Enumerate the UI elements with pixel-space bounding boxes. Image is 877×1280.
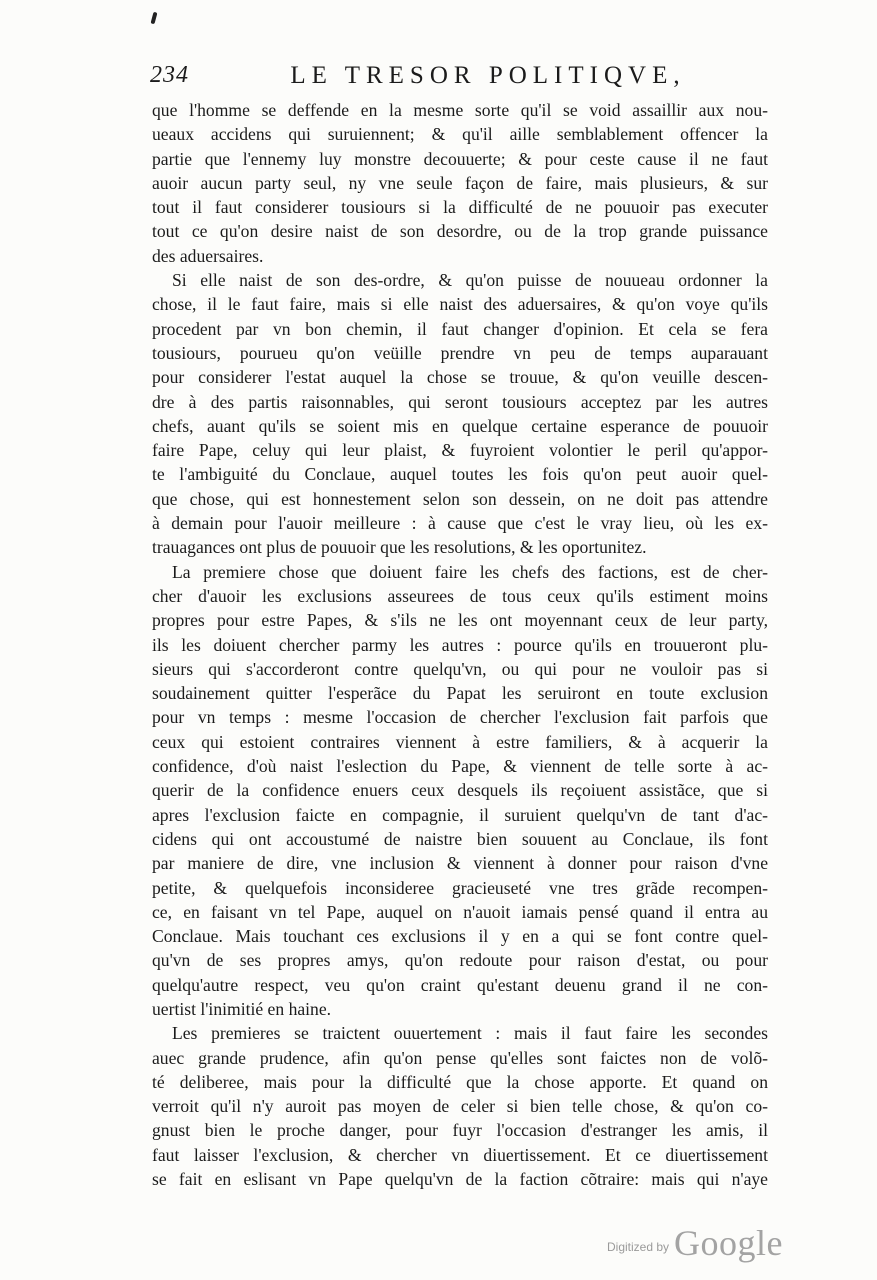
- text-line: que l'homme se deffende en la mesme sorte qu'il se void assaillir aux nou-: [152, 100, 768, 120]
- text-line: quelqu'autre respect, veu qu'on craint qu'estant deuenu grand il ne con-: [152, 974, 768, 995]
- text-line: sieurs qui s'accorderont contre quelqu'vn, ou qui pour ne vouloir pas si: [152, 658, 768, 679]
- text-line: tout ce qu'on desire naist de son desordre, ou de la trop grande puissance: [152, 221, 768, 242]
- text-line: ils les doiuent chercher parmy les autres : pource qu'ils en trouueront plu-: [152, 634, 768, 655]
- page-header: [150, 62, 766, 96]
- text-line: petite, & quelquefois inconsideree gracieuseté vne tres grãde recompen-: [152, 877, 768, 898]
- text-line: uertist l'inimitié en haine.: [152, 998, 332, 1019]
- text-line: des aduersaires.: [152, 245, 264, 266]
- text-line: confidence, d'où naist l'eslection du Pape, & viennent de telle sorte à ac-: [152, 756, 768, 777]
- text-line: dre à des partis raisonnables, qui seront tousiours acceptez par les autres: [152, 391, 768, 412]
- text-line: auec grande prudence, afin qu'on pense qu'elles sont faictes non de volõ-: [152, 1047, 768, 1068]
- text-line: chefs, auant qu'ils se soient mis en quelque certaine esperance de pouuoir: [152, 415, 768, 436]
- text-line: gnust bien le proche danger, pour fuyr l'occasion d'estranger les amis, il: [152, 1120, 768, 1141]
- running-title: LE TRESOR POLITIQVE,: [290, 62, 686, 89]
- text-line: Si elle naist de son des-ordre, & qu'on puisse de nouueau ordonner la: [172, 270, 768, 291]
- body-text: [152, 98, 768, 1191]
- text-line: partie que l'ennemy luy monstre decouuerte; & pour ceste cause il ne faut: [152, 148, 768, 169]
- text-line: te l'ambiguité du Conclaue, auquel toutes les fois qu'on peut auoir quel-: [152, 464, 768, 485]
- text-line: qu'vn de ses propres amys, qu'on redoute pour raison d'estat, ou pour: [152, 950, 768, 971]
- text-line: faut laisser l'exclusion, & chercher vn diuertissement. Et ce diuertissement: [152, 1144, 768, 1165]
- text-line: Les premieres se traictent ouuertement : mais il faut faire les secondes: [172, 1023, 768, 1044]
- text-line: à demain pour l'auoir meilleure : à cause que c'est le vray lieu, où les ex-: [152, 513, 768, 534]
- text-line: auoir aucun party seul, ny vne seule façon de faire, mais plusieurs, & sur: [152, 172, 768, 193]
- digitized-watermark: [607, 1223, 807, 1266]
- text-line: se fait en eslisant vn Pape quelqu'vn de la faction cõtraire: mais qui n'aye: [152, 1169, 768, 1190]
- text-line: ueaux accidens qui suruiennent; & qu'il aille semblablement offencer la: [152, 124, 768, 145]
- page-number: 234: [150, 62, 189, 88]
- text-line: chose, il le faut faire, mais si elle naist des aduersaires, & qu'on voye qu'ils: [152, 294, 768, 315]
- text-line: apres l'exclusion faicte en compagnie, il suruient quelqu'vn de tant d'ac-: [152, 804, 768, 825]
- digitized-by-label: Digitized by: [607, 1240, 670, 1254]
- text-line: faire Pape, celuy qui leur plaist, & fuyroient volontier le peril qu'appor-: [152, 440, 768, 461]
- text-line: cidens qui ont accoustumé de naistre bien souuent au Conclaue, ils font: [152, 828, 768, 849]
- text-line: cher d'auoir les exclusions asseurees de tous ceux qu'ils estiment moins: [152, 585, 768, 606]
- text-line: querir de la confidence enuers ceux desquels ils reçoiuent assistãce, que si: [152, 780, 768, 801]
- google-logo: Google: [674, 1223, 783, 1263]
- ink-speck: [151, 12, 158, 25]
- text-line: pour vn temps : mesme l'occasion de chercher l'exclusion fait parfois que: [152, 707, 768, 728]
- text-line: La premiere chose que doiuent faire les chefs des factions, est de cher-: [172, 561, 768, 582]
- text-line: trauagances ont plus de pouuoir que les resolutions, & les oportunitez.: [152, 537, 647, 558]
- text-line: Conclaue. Mais touchant ces exclusions il y en a qui se font contre quel-: [152, 926, 768, 947]
- text-line: procedent par vn bon chemin, il faut changer d'opinion. Et cela se fera: [152, 318, 768, 339]
- text-line: soudainement quitter l'esperãce du Papat les seruiront en toute exclusion: [152, 683, 768, 704]
- text-line: que chose, qui est honnestement selon son dessein, on ne doit pas attendre: [152, 488, 768, 509]
- text-line: tousiours, pourueu qu'on veüille prendre vn peu de temps auparauant: [152, 342, 768, 363]
- text-line: té deliberee, mais pour la difficulté que la chose apporte. Et quand on: [152, 1071, 768, 1092]
- text-line: verroit qu'il n'y auroit pas moyen de celer si bien telle chose, & qu'on co-: [152, 1096, 768, 1117]
- text-line: propres pour estre Papes, & s'ils ne les ont moyennant ceux de leur party,: [152, 610, 768, 631]
- text-line: ce, en faisant vn tel Pape, auquel on n'auoit iamais pensé quand il entra au: [152, 901, 768, 922]
- text-line: ceux qui estoient contraires viennent à estre familiers, & à acquerir la: [152, 731, 768, 752]
- text-line: pour considerer l'estat auquel la chose se trouue, & qu'on veuille descen-: [152, 367, 768, 388]
- text-line: par maniere de dire, vne inclusion & viennent à donner pour raison d'vne: [152, 853, 768, 874]
- text-line: tout il faut considerer tousiours si la difficulté de ne pouuoir pas executer: [152, 197, 768, 218]
